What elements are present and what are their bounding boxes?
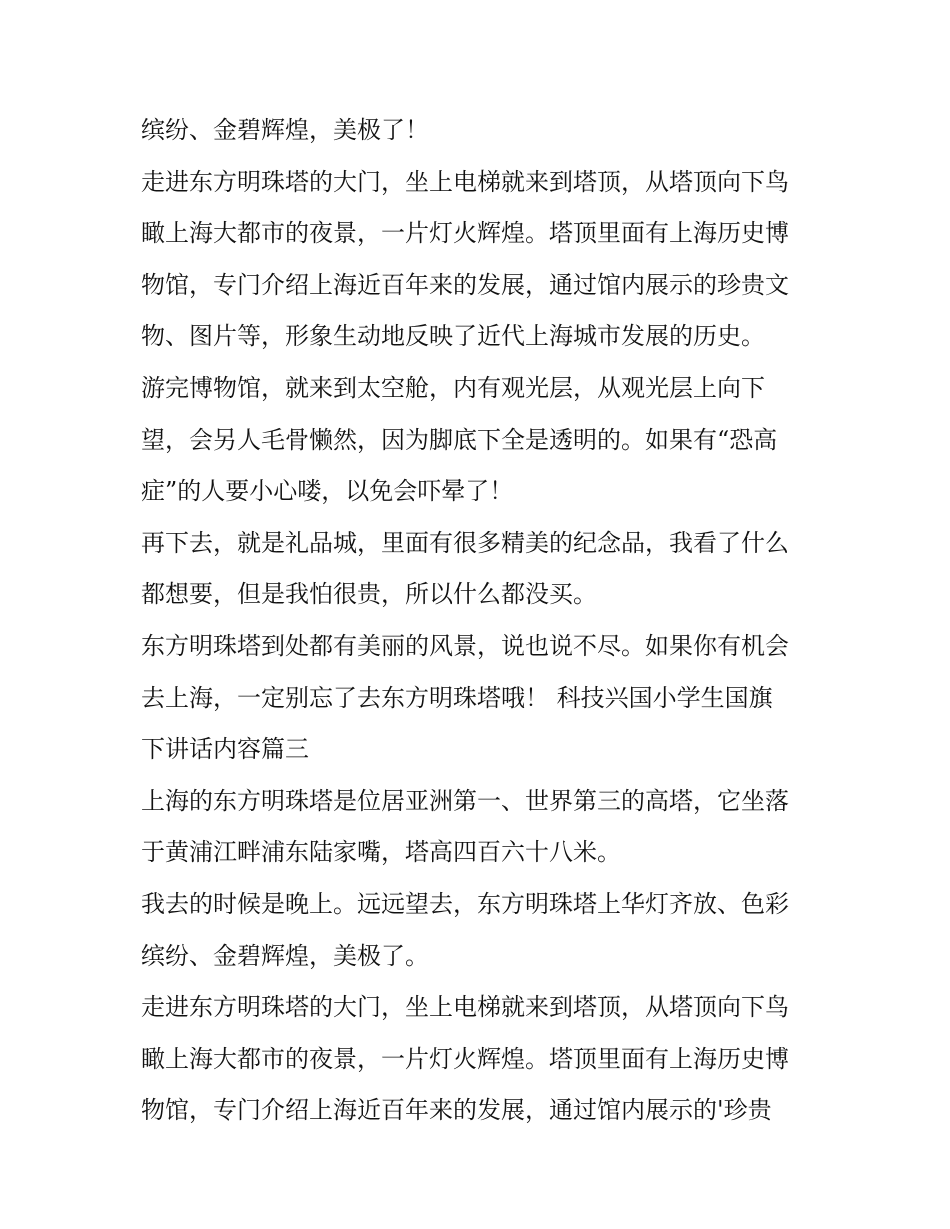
body-text (141, 105, 821, 1137)
text-line: 我去的时候是晚上。远远望去，东方明珠塔上华灯齐放、色彩 (141, 889, 789, 918)
text-line: 下讲话内容篇三 (141, 735, 309, 764)
text-line: 症”的人要小心喽，以免会吓晕了！ (141, 477, 514, 506)
text-line: 于黄浦江畔浦东陆家嘴，塔高四百六十八米。 (141, 838, 621, 867)
text-line: 物馆，专门介绍上海近百年来的发展，通过馆内展示的珍贵文 (141, 270, 789, 299)
text-line: 瞰上海大都市的夜景，一片灯火辉煌。塔顶里面有上海历史博 (141, 219, 789, 248)
text-line: 东方明珠塔到处都有美丽的风景，说也说不尽。如果你有机会 (141, 631, 789, 660)
text-line: 再下去，就是礼品城，里面有很多精美的纪念品，我看了什么 (141, 528, 789, 557)
text-line: 走进东方明珠塔的大门，坐上电梯就来到塔顶，从塔顶向下鸟 (141, 993, 789, 1022)
text-line: 缤纷、金碧辉煌，美极了。 (141, 941, 429, 970)
text-line: 物、图片等，形象生动地反映了近代上海城市发展的历史。 (141, 322, 765, 351)
text-line: 都想要，但是我怕很贵，所以什么都没买。 (141, 580, 597, 609)
text-line: 上海的东方明珠塔是位居亚洲第一、世界第三的高塔，它坐落 (141, 786, 789, 815)
text-line: 游完博物馆，就来到太空舱，内有观光层，从观光层上向下 (141, 373, 765, 402)
text-line: 物馆，专门介绍上海近百年来的发展，通过馆内展示的'珍贵 (141, 1096, 772, 1125)
text-line: 缤纷、金碧辉煌，美极了！ (141, 116, 429, 144)
text-line: 望，会另人毛骨懒然，因为脚底下全是透明的。如果有“恐高 (141, 425, 778, 454)
text-line: 走进东方明珠塔的大门，坐上电梯就来到塔顶，从塔顶向下鸟 (141, 167, 789, 196)
text-line: 瞰上海大都市的夜景，一片灯火辉煌。塔顶里面有上海历史博 (141, 1044, 789, 1073)
text-line: 去上海，一定别忘了去东方明珠塔哦！ 科技兴国小学生国旗 (141, 683, 773, 712)
